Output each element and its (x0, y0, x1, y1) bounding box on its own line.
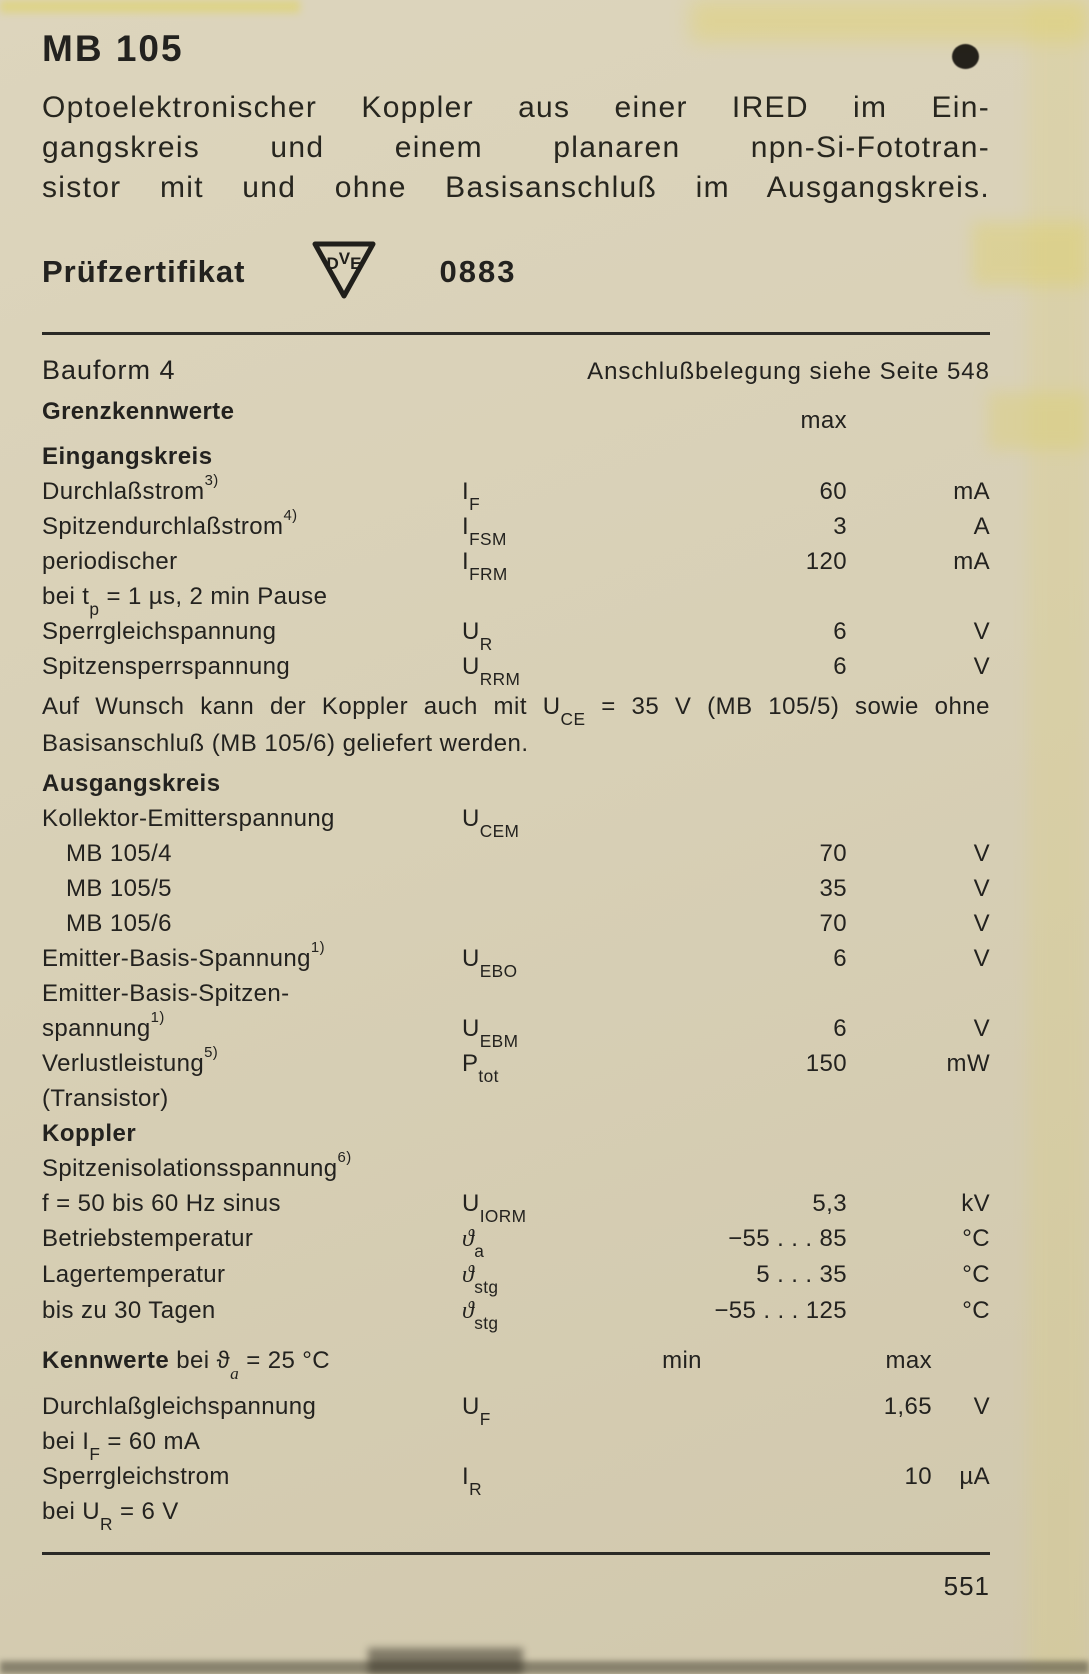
section-heading-coupler: Koppler (42, 1120, 137, 1147)
row-value: −55 . . . 85 (728, 1225, 847, 1252)
row-label: MB 105/4 (66, 840, 172, 867)
row-symbol: $I_F$ (462, 478, 481, 514)
row-symbol: $U_{EBM}$ (462, 1015, 519, 1051)
page-footer (42, 1552, 990, 1602)
table-row (42, 1221, 990, 1261)
row-symbol: $U_{EBO}$ (462, 945, 518, 981)
table-row (42, 1293, 990, 1333)
scan-stain (1028, 0, 1089, 1674)
row-unit: °C (962, 1225, 990, 1252)
row-label: (Transistor) (42, 1085, 169, 1112)
row-label: Kollektor-Emitterspannung (42, 805, 335, 832)
scan-stain (988, 392, 1089, 450)
row-unit: A (973, 513, 990, 540)
row-label: f = 50 bis 60 Hz sinus (42, 1190, 281, 1217)
row-label: Verlustleistung$^{5)}$ (42, 1044, 219, 1077)
row-symbol: $I_R$ (462, 1463, 482, 1499)
row-unit: °C (962, 1261, 990, 1288)
row-label: Betriebstemperatur (42, 1225, 254, 1252)
row-label: Sperrgleichspannung (42, 618, 277, 645)
row-value: 150 (805, 1050, 847, 1077)
table-row-condition (42, 1494, 990, 1534)
row-value: 6 (833, 1015, 847, 1042)
table-row (42, 544, 990, 584)
row-label: bei $t_p = 1$ µs, 2 min Pause (42, 583, 328, 619)
row-value: 5,3 (812, 1190, 847, 1217)
row-symbol: $U_R$ (462, 618, 493, 654)
footnote-ref: 1) (150, 1009, 165, 1026)
max-column-header: max (885, 1347, 932, 1374)
row-label: bei $U_R = 6$ V (42, 1498, 179, 1534)
row-unit: µA (959, 1463, 990, 1490)
table-row (42, 1081, 990, 1116)
table-row (42, 1459, 990, 1499)
description (42, 88, 990, 208)
row-value: −55 . . . 125 (714, 1297, 847, 1324)
row-unit: V (973, 840, 990, 867)
row-symbol: $U_{RRM}$ (462, 653, 521, 689)
bauform-label: Bauform 4 (42, 355, 176, 385)
row-label: Sperrgleichstrom (42, 1463, 230, 1490)
row-unit: kV (961, 1190, 990, 1217)
scan-stain (368, 1648, 523, 1674)
certificate-label: Prüfzertifikat (42, 254, 246, 289)
row-symbol: $ϑ_a$ (462, 1226, 485, 1261)
row-value: 6 (833, 618, 847, 645)
row-unit: °C (962, 1297, 990, 1324)
description-line: Optoelektronischer Koppler aus einer IRED im Ein- (42, 91, 990, 124)
table-row (42, 906, 990, 941)
section-heading-input: Eingangskreis (42, 443, 213, 470)
row-label: Durchlaßgleichspannung (42, 1393, 317, 1420)
table-row (42, 649, 990, 689)
description-line: gangskreis und einem planaren npn-Si-Fototran- (42, 131, 990, 164)
scan-stain (0, 1661, 1089, 1674)
description-line: sistor mit und ohne Basisanschluß im Ausgangskreis. (42, 171, 990, 204)
table-row-condition (42, 579, 990, 619)
svg-text:DVE: DVE (327, 248, 362, 273)
footnote-ref: 6) (337, 1149, 352, 1166)
footnote-ref: 1) (310, 939, 325, 956)
row-unit: mA (953, 548, 990, 575)
row-symbol: $I_{FSM}$ (462, 513, 507, 549)
row-value: 60 (819, 478, 847, 505)
row-unit: mA (953, 478, 990, 505)
footnote-ref: 3) (204, 472, 219, 489)
row-label: bis zu 30 Tagen (42, 1297, 216, 1324)
row-label: Emitter-Basis-Spannung$^{1)}$ (42, 939, 325, 972)
row-unit: V (973, 910, 990, 937)
divider (42, 332, 990, 335)
limits-heading-row (42, 394, 990, 434)
table-row (42, 801, 990, 841)
row-value: 70 (819, 910, 847, 937)
row-max-value: 1,65 (883, 1393, 932, 1420)
row-label: MB 105/6 (66, 910, 172, 937)
table-row (42, 1389, 990, 1429)
row-label: Emitter-Basis-Spitzen- (42, 980, 290, 1007)
option-note: Auf Wunsch kann der Koppler auch mit $U_{CE} = 35$ V (MB 105/5) sowie ohne Basisanschluß (MB 105/6) geliefert werden. (42, 693, 991, 757)
divider (42, 1552, 990, 1555)
scan-stain (0, 0, 300, 13)
pin-assignment-note: Anschlußbelegung siehe Seite 548 (587, 358, 990, 385)
row-value: 6 (833, 653, 847, 680)
table-row (42, 836, 990, 871)
row-label: Lagertemperatur (42, 1261, 226, 1288)
row-value: 70 (819, 840, 847, 867)
row-unit: V (973, 945, 990, 972)
row-unit: V (973, 875, 990, 902)
row-value: 3 (833, 513, 847, 540)
footnote-ref: 4) (283, 507, 298, 524)
table-row (42, 871, 990, 906)
row-value: 35 (819, 875, 847, 902)
table-row-condition (42, 1424, 990, 1464)
section-heading: Grenzkennwerte (42, 398, 235, 425)
row-label: spannung$^{1)}$ (42, 1009, 165, 1042)
row-label: Spitzendurchlaßstrom$^{4)}$ (42, 507, 298, 540)
section-heading-output: Ausgangskreis (42, 770, 221, 797)
table-row (42, 1044, 990, 1086)
table-row (42, 472, 990, 514)
row-unit: mW (946, 1050, 990, 1077)
certificate-line (42, 240, 990, 304)
row-label: bei $I_F = 60$ mA (42, 1428, 201, 1464)
row-label: Spitzenisolationsspannung$^{6)}$ (42, 1149, 352, 1182)
row-symbol: $U_{CEM}$ (462, 805, 520, 841)
certificate-number: 0883 (439, 254, 517, 289)
table-row (42, 1257, 990, 1297)
row-max-value: 10 (904, 1463, 932, 1490)
min-column-header: min (662, 1347, 702, 1374)
part-number: MB 105 (42, 28, 184, 69)
row-symbol: $P_{tot}$ (462, 1050, 499, 1086)
row-label: MB 105/5 (66, 875, 172, 902)
row-symbol: $I_{FRM}$ (462, 548, 508, 584)
row-label: Durchlaßstrom$^{3)}$ (42, 472, 219, 505)
table-row (42, 1186, 990, 1226)
section-heading-characteristics: Kennwerte bei $ϑ_a = 25$ °C (42, 1347, 330, 1383)
vde-logo-icon (307, 239, 381, 306)
row-symbol: $ϑ_{stg}$ (462, 1298, 499, 1333)
row-unit: V (973, 618, 990, 645)
table-row (42, 939, 990, 981)
page-number: 551 (943, 1571, 990, 1601)
footnote-ref: 5) (204, 1044, 219, 1061)
table-row (42, 976, 990, 1011)
row-unit: V (973, 1393, 990, 1420)
row-unit: V (973, 653, 990, 680)
table-row (42, 1009, 990, 1051)
row-label: Spitzensperrspannung (42, 653, 291, 680)
row-symbol: $U_{IORM}$ (462, 1190, 527, 1226)
table-row (42, 1151, 990, 1186)
row-label: periodischer (42, 548, 178, 575)
row-unit: V (973, 1015, 990, 1042)
row-symbol: $ϑ_{stg}$ (462, 1262, 499, 1297)
row-value: 5 . . . 35 (756, 1261, 847, 1288)
table-row (42, 507, 990, 549)
characteristics-heading-row (42, 1343, 990, 1383)
row-symbol: $U_F$ (462, 1393, 491, 1429)
row-value: 120 (805, 548, 847, 575)
table-row (42, 614, 990, 654)
max-column-header: max (800, 407, 847, 434)
row-value: 6 (833, 945, 847, 972)
